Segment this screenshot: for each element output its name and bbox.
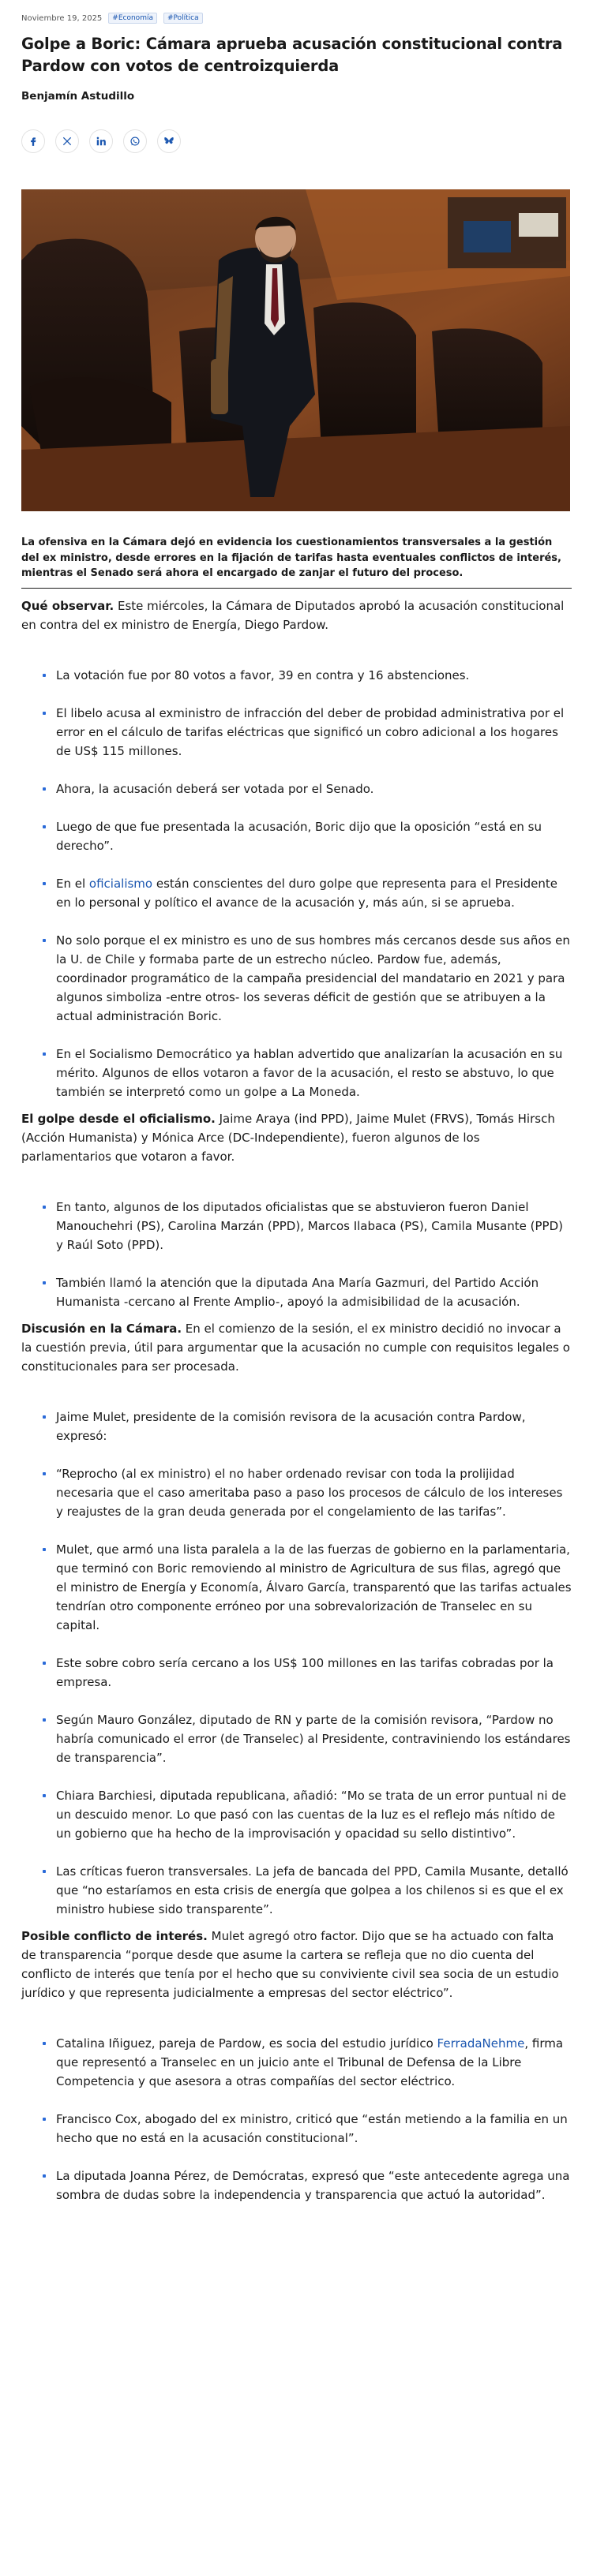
x-icon xyxy=(62,136,73,147)
section-discusion-text: En el comienzo de la sesión, el ex ministro decidió no invocar a la cuestión previa, útil para argumentar que la acusación no cumple con requisitos legales o constitucionales para ser procesada. xyxy=(21,1321,570,1374)
list-item xyxy=(43,1198,572,1254)
list-item-text: Chiara Barchiesi, diputada republicana, añadió: “Mo se trata de un error puntual ni de un descuido menor. Lo que pasó con las cuentas de la luz es el reflejo más nítido de un gobierno que ha hecho de la improvisación y opacidad su sello distintivo”. xyxy=(56,1788,567,1841)
section-oficialismo xyxy=(21,1109,572,1166)
section-discusion xyxy=(21,1319,572,1376)
list-item-text: Este sobre cobro sería cercano a los US$ 100 millones en las tarifas cobradas por la empresa. xyxy=(56,1655,554,1689)
list-item xyxy=(43,1045,572,1101)
list-item xyxy=(43,2167,572,2204)
list-item xyxy=(43,1408,572,1445)
list-item-text: “Reprocho (al ex ministro) el no haber ordenado revisar con toda la prolijidad necesaria que el caso ameritaba paso a paso los procesos de cálculo de los intereses y reajustes de la gran deuda generada por el congelamiento de las tarifas”. xyxy=(56,1466,563,1519)
list-item-text: En el xyxy=(56,876,89,891)
share-bar xyxy=(21,129,572,153)
bluesky-icon xyxy=(163,136,175,147)
list-item xyxy=(43,1786,572,1843)
list-item-text: No solo porque el ex ministro es uno de sus hombres más cercanos desde sus años en la U. de Chile y formaba parte de un estrecho núcleo. Pardow fue, además, coordinador programático de la campaña presidencial del mandatario en 2021 y para algunos simboliza -entre otros- los severas déficit de gestión que se atribuyen a la actual administración Boric. xyxy=(56,933,570,1023)
article-title: Golpe a Boric: Cámara aprueba acusación constitucional contra Pardow con votos de centroizquierda xyxy=(21,35,563,75)
list-item xyxy=(43,666,572,685)
article-meta xyxy=(21,0,572,25)
share-linkedin-button[interactable] xyxy=(89,129,113,153)
list-item-text: La diputada Joanna Pérez, de Demócratas, expresó que “este antecedente agrega una sombra de dudas sobre la independencia y transparencia que actuó la autoridad”. xyxy=(56,2168,570,2202)
list-item xyxy=(43,2034,572,2091)
section-oficialismo-text: Jaime Araya (ind PPD), Jaime Mulet (FRVS), Tomás Hirsch (Acción Humanista) y Mónica Arce (DC-Independiente), fueron algunos de los parlamentarios que votaron a favor. xyxy=(21,1111,555,1164)
list-item xyxy=(43,874,572,912)
list-item-text: Jaime Mulet, presidente de la comisión revisora de la acusación contra Pardow, expresó: xyxy=(56,1409,526,1443)
list-item-text: Ahora, la acusación deberá ser votada por el Senado. xyxy=(56,781,374,796)
list-item xyxy=(43,931,572,1026)
tag-economia[interactable]: #Economía xyxy=(108,13,157,24)
image-caption: La ofensiva en la Cámara dejó en evidencia los cuestionamientos transversales a la gestión del ex ministro, desde errores en la fijación de tarifas hasta eventuales conflictos de interés, mientras el Senado será ahora el encargado de zanjar el futuro del proceso. xyxy=(21,535,572,589)
share-bluesky-button[interactable] xyxy=(157,129,181,153)
intro-heading: Qué observar. xyxy=(21,598,114,613)
intro-text: Este miércoles, la Cámara de Diputados aprobó la acusación constitucional en contra del ex ministro de Energía, Diego Pardow. xyxy=(21,598,565,632)
list-item-text: En el Socialismo Democrático ya hablan advertido que analizarían la acusación en su mérito. Algunos de ellos votaron a favor de la acusación, el resto se abstuvo, lo que también se interpretó como un golpe a La Moneda. xyxy=(56,1046,563,1099)
section-conflicto xyxy=(21,1927,572,2002)
list-item-text: Mulet, que armó una lista paralela a la de las fuerzas de gobierno en la parlamentaria, que terminó con Boric removiendo al ministro de Agricultura de sus filas, agregó que el ministro de Energía y Economía, Álvaro García, transparentó que las tarifas actuales tendrían otro componente erróneo por una sobrevalorización de Transelec en su capital. xyxy=(56,1542,572,1632)
share-facebook-button[interactable] xyxy=(21,129,45,153)
section-discusion-heading: Discusión en la Cámara. xyxy=(21,1321,182,1336)
bullet-list-discussion xyxy=(43,1408,572,1919)
list-item-text: Las críticas fueron transversales. La jefa de bancada del PPD, Camila Musante, detalló que “no estaríamos en esta crisis de energía que golpea a los chilenos si es que el ex ministro hubiese sido transparente”. xyxy=(56,1864,569,1916)
list-item-text: El libelo acusa al exministro de infracción del deber de probidad administrativa por el error en el cálculo de tarifas eléctricas que significó un cobro adicional a los hogares de US$ 115 millones. xyxy=(56,705,565,758)
list-item xyxy=(43,1654,572,1692)
hero-image xyxy=(21,189,570,511)
list-item-text: También llamó la atención que la diputada Ana María Gazmuri, del Partido Acción Humanista -cercano al Frente Amplio-, apoyó la admisibilidad de la acusación. xyxy=(56,1275,539,1309)
list-item-text: Luego de que fue presentada la acusación, Boric dijo que la oposición “está en su derecho”. xyxy=(56,819,542,853)
list-item xyxy=(43,704,572,761)
whatsapp-icon xyxy=(129,136,141,147)
list-item xyxy=(43,1710,572,1767)
author-name[interactable]: Benjamín Astudillo xyxy=(21,90,135,103)
list-item xyxy=(43,1464,572,1521)
bullet-list-conflict xyxy=(43,2034,572,2204)
inline-link[interactable]: FerradaNehme xyxy=(437,2036,525,2051)
inline-link[interactable]: oficialismo xyxy=(88,876,153,891)
list-item-text: En tanto, algunos de los diputados oficialistas que se abstuvieron fueron Daniel Manouchehri (PS), Carolina Marzán (PPD), Marcos Ilabaca (PS), Camila Musante (PPD) y Raúl Soto (PPD). xyxy=(56,1199,563,1252)
list-item xyxy=(43,1273,572,1311)
list-item xyxy=(43,817,572,855)
list-item-text: Según Mauro González, diputado de RN y parte de la comisión revisora, “Pardow no habría comunicado el error (de Transelec) al Presidente, contraviniendo los estándares de transparencia”. xyxy=(56,1712,571,1765)
section-oficialismo-heading: El golpe desde el oficialismo. xyxy=(21,1111,216,1126)
facebook-icon xyxy=(28,136,39,147)
tag-politica[interactable]: #Política xyxy=(163,13,203,24)
bullet-list-abstentions xyxy=(43,1198,572,1311)
list-item-text: Catalina Iñiguez, pareja de Pardow, es socia del estudio jurídico xyxy=(56,2036,437,2051)
list-item xyxy=(43,2110,572,2148)
chamber-photo xyxy=(21,189,570,511)
list-item-text: La votación fue por 80 votos a favor, 39 en contra y 16 abstenciones. xyxy=(56,667,470,682)
share-whatsapp-button[interactable] xyxy=(123,129,147,153)
section-conflicto-heading: Posible conflicto de interés. xyxy=(21,1928,208,1943)
bullet-list-votes xyxy=(43,666,572,1101)
list-item-text: , firma que representó a Transelec en un juicio ante el Tribunal de Defensa de la Libre Competencia y que asesora a otras compañías del sector eléctrico. xyxy=(56,2036,564,2088)
list-item-text: Francisco Cox, abogado del ex ministro, criticó que “están metiendo a la familia en un hecho que no está en la acusación constitucional”. xyxy=(56,2111,568,2145)
section-conflicto-text: Mulet agregó otro factor. Dijo que se ha actuado con falta de transparencia “porque desde que asume la cartera se refleja que no dio cuenta del conflicto de interés que tenía por el hecho que su conviviente civil sea socia de un estudio jurídico y que representa judicialmente a empresas del sector eléctrico”. xyxy=(21,1928,559,2000)
intro-paragraph xyxy=(21,596,572,634)
publish-date: Noviembre 19, 2025 xyxy=(21,13,103,23)
list-item xyxy=(43,1540,572,1635)
list-item xyxy=(43,780,572,798)
list-item xyxy=(43,1862,572,1919)
share-x-button[interactable] xyxy=(55,129,79,153)
linkedin-icon xyxy=(96,136,107,147)
list-item-text: están conscientes del duro golpe que representa para el Presidente en lo personal y político el avance de la acusación y, más aún, si se aprueba. xyxy=(56,876,557,910)
